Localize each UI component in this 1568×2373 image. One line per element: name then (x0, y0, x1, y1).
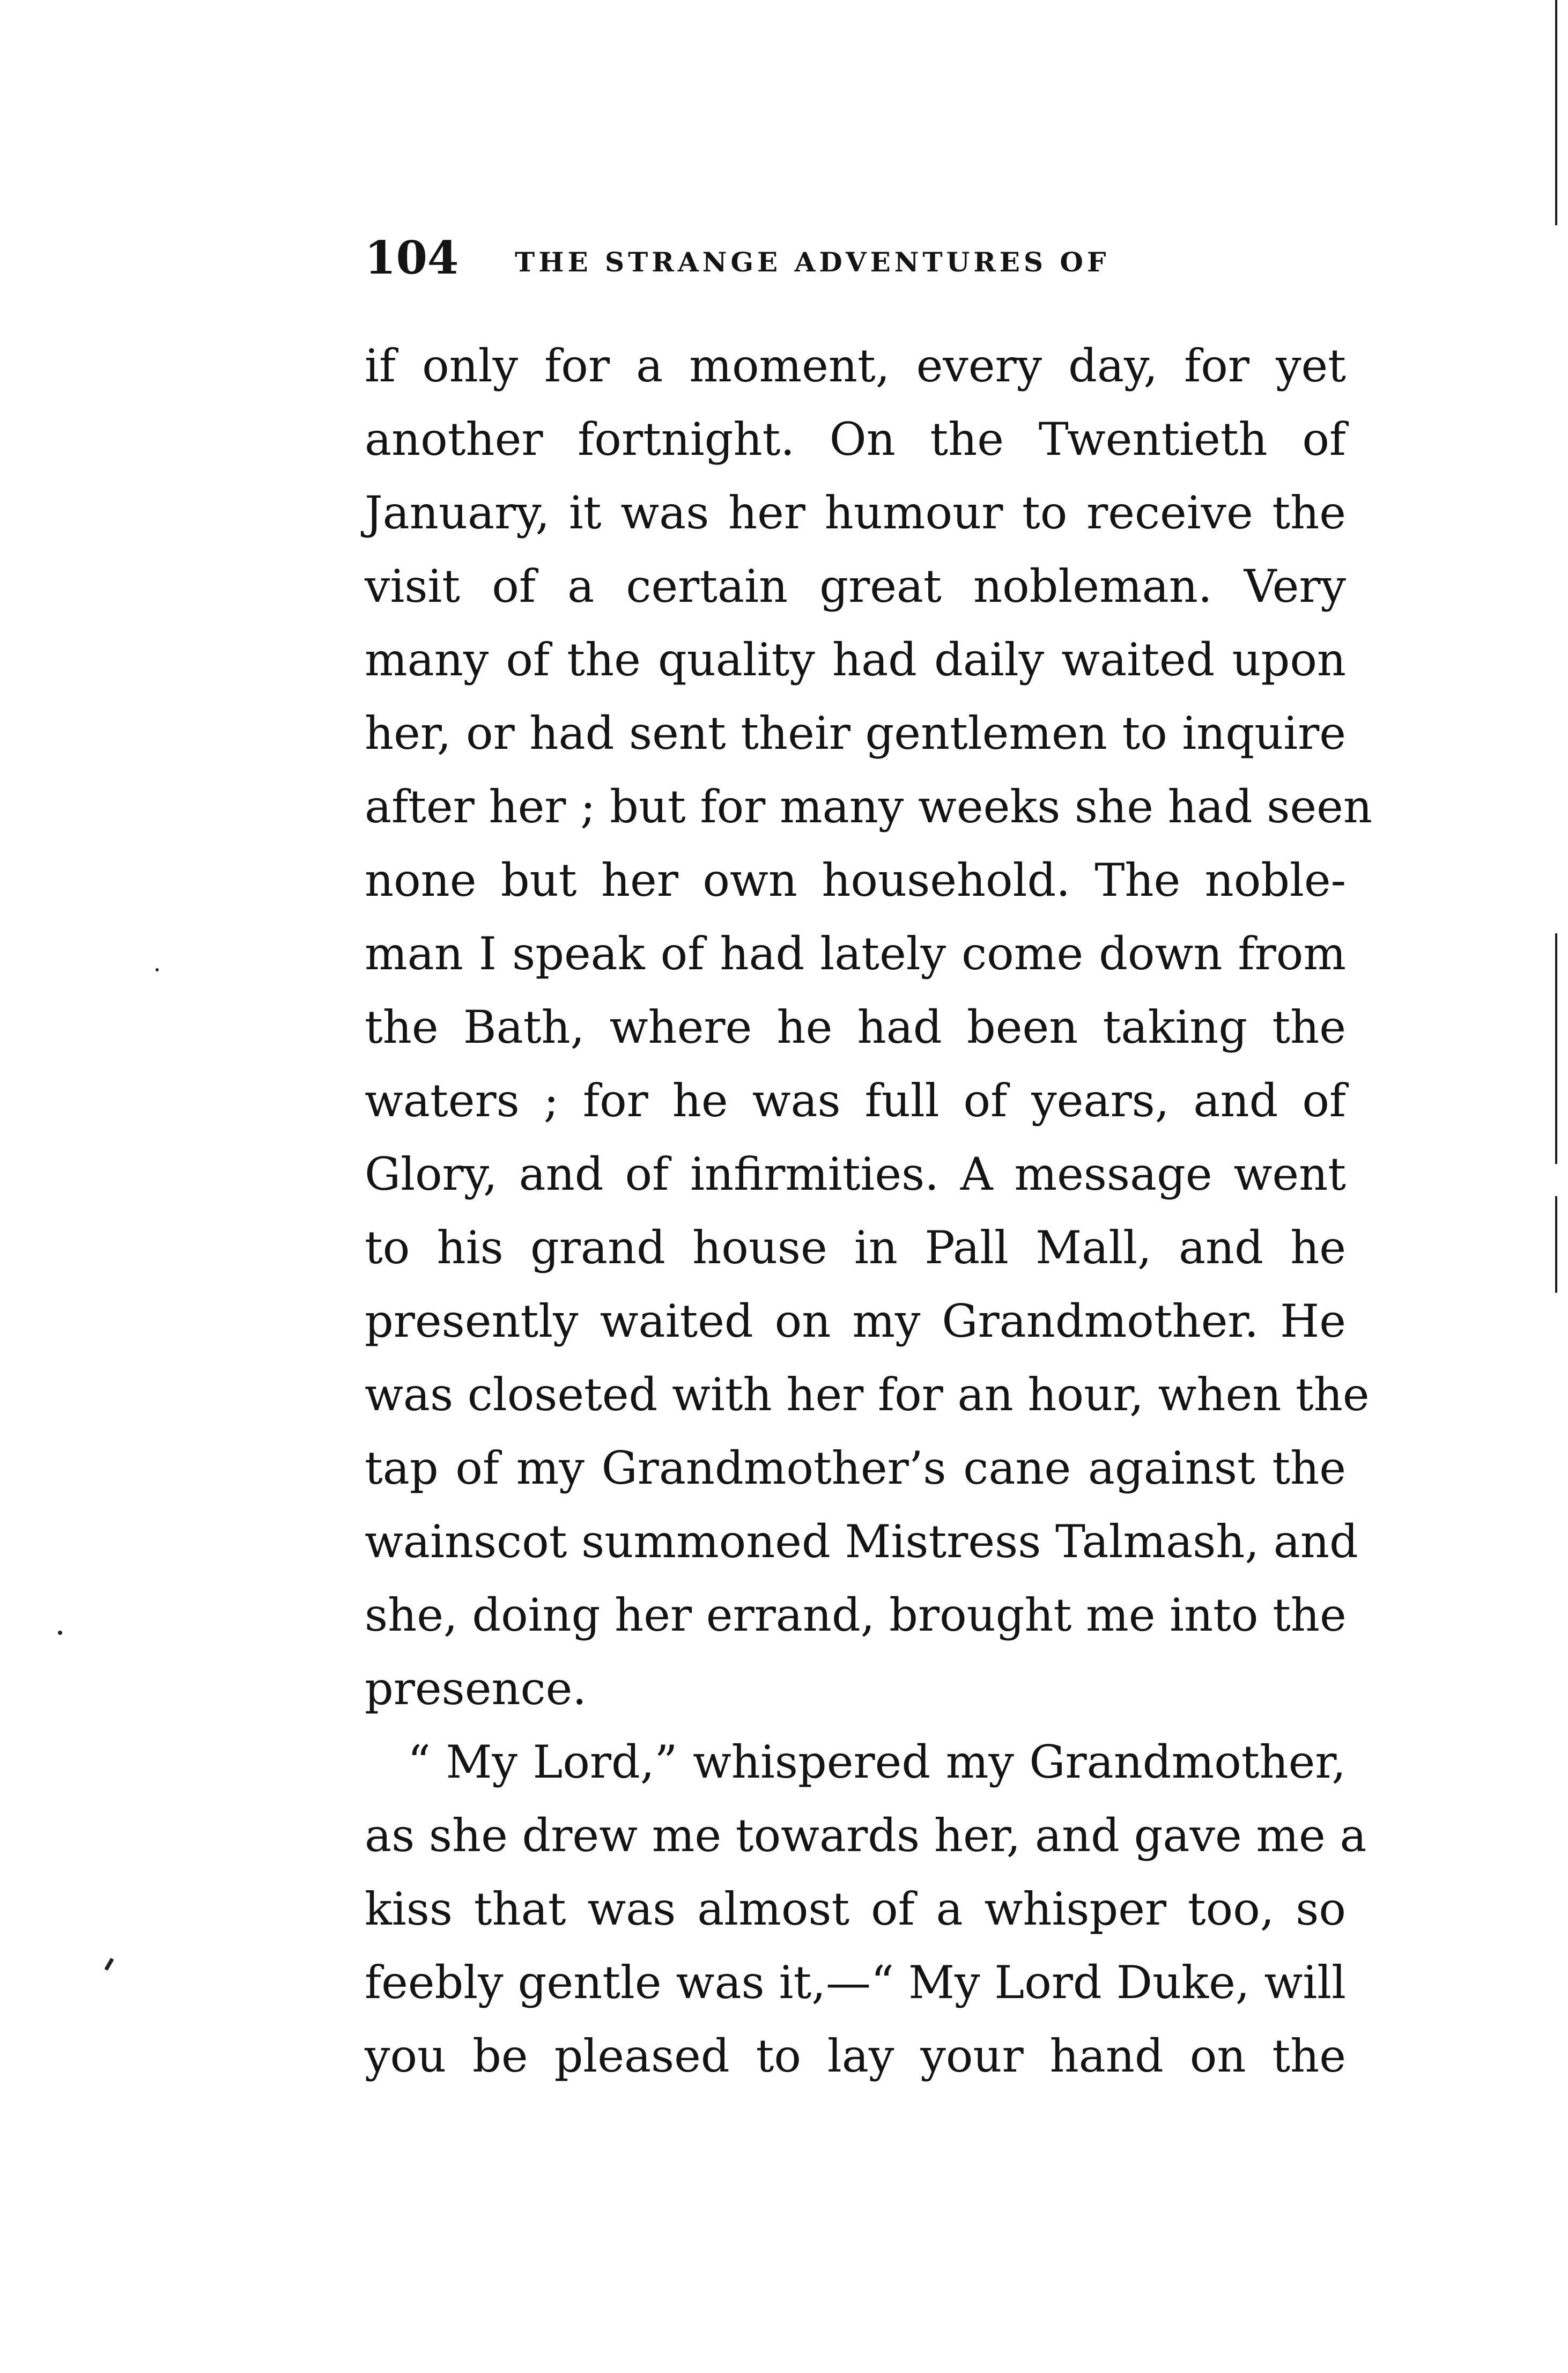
paragraph-start-line: “ My Lord,” whispered my Grandmother, (408, 1736, 1346, 1788)
binding-edge-line (1555, 0, 1557, 225)
binding-edge-line (1555, 1196, 1557, 1293)
binding-edge-line (1555, 933, 1557, 1164)
text-line: another fortnight. On the Twentieth of (365, 413, 1346, 466)
page-header (365, 223, 1351, 293)
text-line: the Bath, where he had been taking the (365, 1001, 1346, 1053)
scan-speck (58, 1631, 62, 1635)
text-line: waters ; for he was full of years, and of (365, 1074, 1346, 1127)
scan-speck (156, 968, 159, 971)
text-line: tap of my Grandmother’s cane against the (365, 1442, 1346, 1494)
text-line: feebly gentle was it,—“ My Lord Duke, will (365, 1956, 1346, 2009)
text-line: was closeted with her for an hour, when the (365, 1368, 1370, 1421)
text-line: her, or had sent their gentlemen to inquire (365, 707, 1346, 760)
text-line: visit of a certain great nobleman. Very (365, 560, 1346, 613)
body-text (365, 329, 1372, 2093)
text-line: wainscot summoned Mistress Talmash, and (365, 1515, 1358, 1568)
text-line: she, doing her errand, brought me into the (365, 1589, 1347, 1641)
scan-speck (104, 1958, 114, 1971)
text-line: many of the quality had daily waited upon (365, 633, 1346, 686)
text-line: Glory, and of infirmities. A message went (365, 1148, 1346, 1200)
page-number: 104 (365, 231, 459, 284)
text-line: to his grand house in Pall Mall, and he (365, 1221, 1346, 1274)
text-line: after her ; but for many weeks she had seen (365, 780, 1372, 833)
paragraph-end-line: presence. (365, 1662, 587, 1715)
text-line: as she drew me towards her, and gave me a (365, 1809, 1367, 1862)
text-line: kiss that was almost of a whisper too, so (365, 1883, 1346, 1935)
running-head: THE STRANGE ADVENTURES OF (515, 246, 1110, 278)
text-line: man I speak of had lately come down from (365, 927, 1346, 980)
text-line: presently waited on my Grandmother. He (365, 1295, 1346, 1347)
text-line: none but her own household. The noble- (365, 854, 1346, 907)
text-line: if only for a moment, every day, for yet (365, 340, 1346, 392)
text-line: you be pleased to lay your hand on the (365, 2030, 1346, 2082)
text-line: January, it was her humour to receive the (365, 487, 1346, 539)
